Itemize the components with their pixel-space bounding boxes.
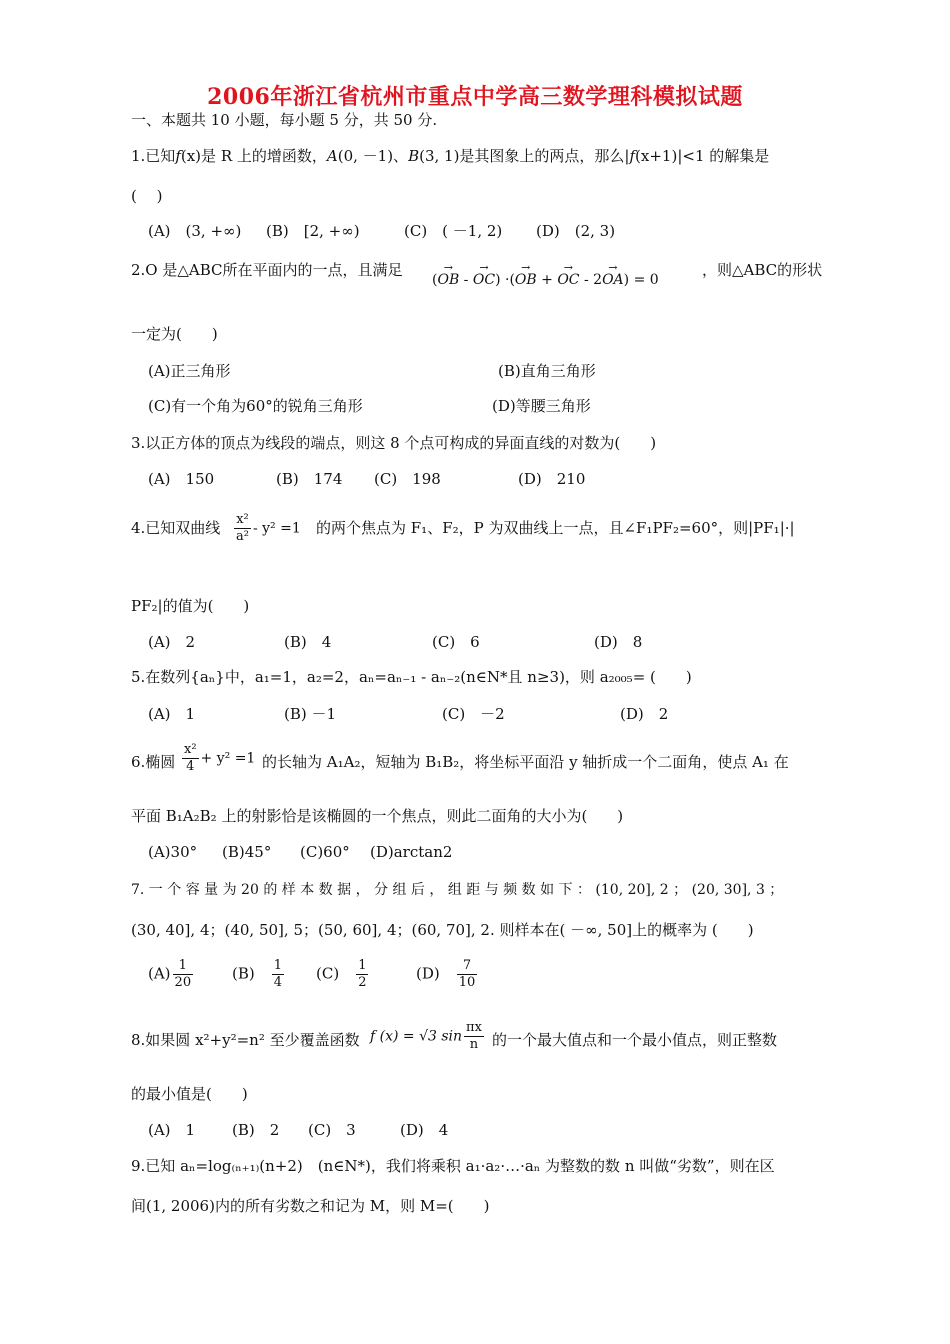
q6-fraction: $\frac{\text{x²}}{4}$ bbox=[184, 742, 197, 774]
q2-option-d: (D)等腰三角形 bbox=[492, 397, 591, 415]
q4-fraction: $\frac{\text{x²}}{\text{a²}}$ bbox=[236, 512, 249, 544]
q8-text-b: 的一个最大值点和一个最小值点，则正整数 bbox=[492, 1031, 778, 1049]
q5-option-a: (A) 1 bbox=[148, 705, 196, 723]
q6-option-a: (A)30° bbox=[148, 843, 198, 861]
q7-option-c: (C) $\frac{1}{2}$ bbox=[316, 958, 367, 990]
q6-option-c: (C)60° bbox=[300, 843, 350, 861]
q1-A: A bbox=[326, 147, 338, 165]
q1-fx2: f bbox=[629, 147, 636, 165]
q4-text: 4.已知双曲线 bbox=[131, 519, 221, 537]
q1-x: (x) bbox=[180, 147, 202, 165]
q8-text: 8.如果圆 x²+y²=n² 至少覆盖函数 bbox=[131, 1031, 360, 1049]
q6-formula-tail: + y² =1 bbox=[200, 750, 256, 767]
q4-text-b: 的两个焦点为 F₁、F₂，P 为双曲线上一点，且∠F₁PF₂=60°，则|PF₁|·| bbox=[316, 519, 795, 537]
q5-option-d: (D) 2 bbox=[620, 705, 669, 723]
q9-text-b: 间(1, 2006)内的所有劣数之和记为 M，则 M=( ) bbox=[131, 1197, 490, 1215]
q2-text: 2.O 是△ABC所在平面内的一点，且满足 bbox=[131, 261, 403, 279]
question-3: 3.以正方体的顶点为线段的端点，则这 8 个点可构成的异面直线的对数为( ) bbox=[131, 434, 657, 452]
page-title: 2006年浙江省杭州市重点中学高三数学理科模拟试题 bbox=[207, 84, 743, 110]
q7-option-d: (D) $\frac{7}{10}$ bbox=[416, 958, 476, 990]
q8-option-c: (C) 3 bbox=[308, 1121, 356, 1139]
q6-ellipse-formula bbox=[180, 742, 255, 775]
q2-option-b: (B)直角三角形 bbox=[498, 362, 596, 380]
q5-option-c: (C) －2 bbox=[442, 705, 505, 723]
q8-option-d: (D) 4 bbox=[400, 1121, 449, 1139]
q1-A-point: (0, －1)、 bbox=[337, 147, 409, 165]
q2-option-a: (A)正三角形 bbox=[148, 362, 231, 380]
q1-option-c: (C) ( －1, 2) bbox=[404, 222, 503, 240]
q6-text-c: 平面 B₁A₂B₂ 上的射影恰是该椭圆的一个焦点，则此二面角的大小为( ) bbox=[131, 807, 624, 825]
q1-text-b: 是 R 上的增函数， bbox=[201, 147, 327, 165]
q1-x2: (x+1)|<1 的解集是 bbox=[635, 147, 770, 165]
question-6 bbox=[131, 752, 175, 772]
q3-option-c: (C) 198 bbox=[374, 470, 441, 488]
question-5: 5.在数列{aₙ}中，a₁=1，a₂=2，aₙ=aₙ₋₁ - aₙ₋₂(n∈N*且 n≥3)，则 a₂₀₀₅= ( ) bbox=[131, 668, 692, 686]
q2-vector-formula: (→ OB - → OC) ·(→ OB + → OC - 2→ OA) = 0 bbox=[432, 270, 659, 290]
q8-fraction: $\frac{\pi x}{n}$ bbox=[466, 1020, 482, 1052]
q4-option-c: (C) 6 bbox=[432, 633, 480, 651]
q2-text-b: ，则△ABC的形状 bbox=[702, 261, 823, 279]
q6-text: 6.椭圆 bbox=[131, 753, 176, 771]
section-heading: 一、本题共 10 小题，每小题 5 分，共 50 分. bbox=[131, 111, 438, 129]
q2-text-c: 一定为( ) bbox=[131, 325, 218, 343]
q8-text-c: 的最小值是( ) bbox=[131, 1085, 248, 1103]
q4-hyperbola-formula bbox=[232, 512, 301, 545]
q6-text-b: 的长轴为 A₁A₂，短轴为 B₁B₂，将坐标平面沿 y 轴折成一个二面角，使点 A₁ 在 bbox=[262, 753, 789, 771]
q1-option-a: (A) (3, +∞) bbox=[148, 222, 242, 240]
q2-option-c: (C)有一个角为60°的锐角三角形 bbox=[148, 397, 363, 415]
q8-option-a: (A) 1 bbox=[148, 1121, 196, 1139]
q4-option-a: (A) 2 bbox=[148, 633, 196, 651]
q4-option-d: (D) 8 bbox=[594, 633, 643, 651]
q1-option-d: (D) (2, 3) bbox=[536, 222, 616, 240]
q5-option-b: (B) －1 bbox=[284, 705, 337, 723]
q4-option-b: (B) 4 bbox=[284, 633, 332, 651]
q6-option-b: (B)45° bbox=[222, 843, 272, 861]
q8-function-formula: f (x) = √3 sin $\frac{\pi x}{n}$ bbox=[370, 1020, 482, 1052]
q3-option-d: (D) 210 bbox=[518, 470, 586, 488]
question-1 bbox=[131, 146, 769, 166]
question-7: 7. 一 个 容 量 为 20 的 样 本 数 据 ， 分 组 后 ， 组 距 与 频 数 如 下 ： (10, 20], 2 ； (20, 30], 3 ； bbox=[131, 882, 784, 898]
question-4 bbox=[131, 518, 220, 538]
question-2 bbox=[131, 260, 403, 280]
q1-answer-paren: ( ) bbox=[131, 187, 163, 205]
question-9: 9.已知 aₙ=log₍ₙ₊₁₎(n+2) (n∈N*)，我们将乘积 a₁·a₂·…·aₙ 为整数的数 n 叫做“劣数”，则在区 bbox=[131, 1157, 775, 1175]
q7-option-a: (A) $\frac{1}{20}$ bbox=[148, 958, 192, 990]
q7-text-b: (30, 40], 4；(40, 50], 5；(50, 60], 4；(60, 70], 2. 则样本在( －∞, 50]上的概率为 ( ) bbox=[131, 921, 754, 939]
q7-option-b: (B) $\frac{1}{4}$ bbox=[232, 958, 283, 990]
q1-B: B bbox=[408, 147, 420, 165]
q3-option-b: (B) 174 bbox=[276, 470, 343, 488]
q4-formula-tail: - y² =1 bbox=[252, 520, 301, 537]
question-8 bbox=[131, 1030, 360, 1050]
q1-B-point: (3, 1)是其图象上的两点，那么| bbox=[419, 147, 630, 165]
q1-text: 1.已知 bbox=[131, 147, 176, 165]
q6-option-d: (D)arctan2 bbox=[370, 843, 453, 861]
q3-option-a: (A) 150 bbox=[148, 470, 215, 488]
q1-option-b: (B) [2, +∞) bbox=[266, 222, 360, 240]
q8-option-b: (B) 2 bbox=[232, 1121, 280, 1139]
q4-text-c: PF₂|的值为( ) bbox=[131, 597, 250, 615]
q1-fx: f bbox=[175, 147, 181, 165]
